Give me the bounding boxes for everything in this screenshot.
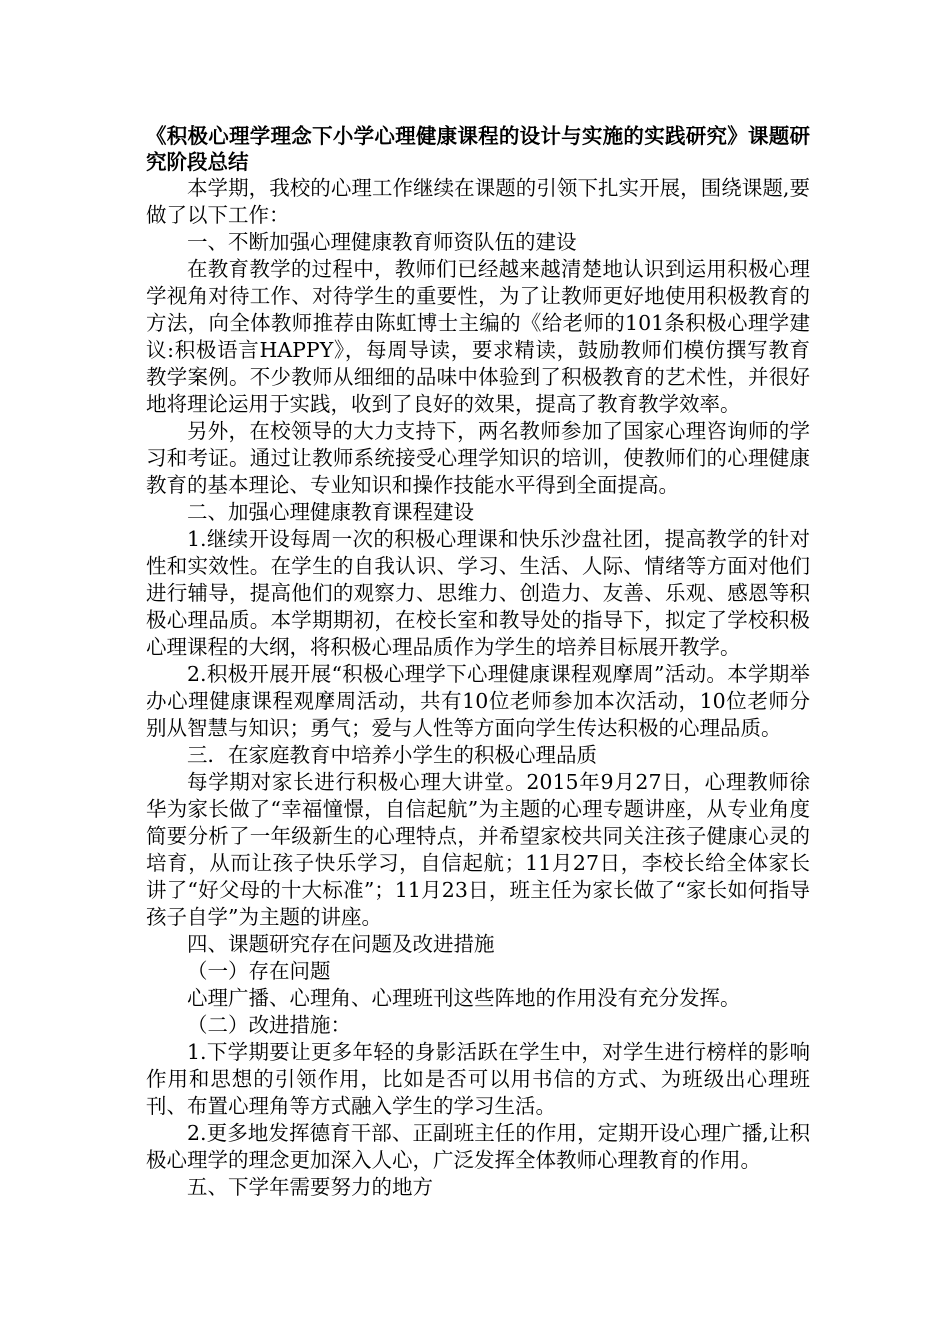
section-heading-4: 四、课题研究存在问题及改进措施 xyxy=(187,932,495,956)
paragraph: 另外，在校领导的大力支持下，两名教师参加了国家心理咨询师的学习和考证。通过让教师系统接受心理学知识的培训，使教师们的心理健康教育的基本理论、专业知识和操作技能水平得到全面提高。 xyxy=(146,419,810,497)
subheading-problems: （一）存在问题 xyxy=(187,959,331,983)
paragraph: 在教育教学的过程中，教师们已经越来越清楚地认识到运用积极心理学视角对待工作、对待学生的重要性，为了让教师更好地使用积极教育的方法，向全体教师推荐由陈虹博士主编的《给老师的101条积极心理学建议:积极语言HAPPY》，每周导读，要求精读，鼓励教师们模仿撰写教育教学案例。不少教师从细细的品味中体验到了积极教育的艺术性，并很好地将理论运用于实践，收到了良好的效果，提高了教育教学效率。 xyxy=(146,257,810,416)
subheading-measures: （二）改进措施： xyxy=(187,1013,351,1037)
section-heading-2: 二、加强心理健康教育课程建设 xyxy=(187,500,474,524)
paragraph: 每学期对家长进行积极心理大讲堂。2015年9月27日，心理教师徐华为家长做了“幸福憧憬，自信起航”为主题的心理专题讲座，从专业角度简要分析了一年级新生的心理特点，并希望家校共同关注孩子健康心灵的培育，从而让孩子快乐学习，自信起航；11月27日，李校长给全体家长讲了“好父母的十大标准”；11月23日，班主任为家长做了“家长如何指导孩子自学”为主题的讲座。 xyxy=(146,770,810,929)
paragraph: 心理广播、心理角、心理班刊这些阵地的作用没有充分发挥。 xyxy=(187,986,741,1010)
paragraph: 1.继续开设每周一次的积极心理课和快乐沙盘社团，提高教学的针对性和实效性。在学生的自我认识、学习、生活、人际、情绪等方面对他们进行辅导，提高他们的观察力、思维力、创造力、友善、乐观、感恩等积极心理品质。本学期期初，在校长室和教导处的指导下，拟定了学校积极心理课程的大纲，将积极心理品质作为学生的培养目标展开教学。 xyxy=(146,527,810,659)
document-page xyxy=(146,124,810,1201)
section-heading-1: 一、不断加强心理健康教育师资队伍的建设 xyxy=(187,230,577,254)
paragraph-intro: 本学期，我校的心理工作继续在课题的引领下扎实开展，围绕课题,要做了以下工作： xyxy=(146,176,810,227)
section-heading-5: 五、下学年需要努力的地方 xyxy=(187,1175,433,1199)
paragraph: 2.更多地发挥德育干部、正副班主任的作用，定期开设心理广播,让积极心理学的理念更加深入人心，广泛发挥全体教师心理教育的作用。 xyxy=(146,1121,810,1172)
section-heading-3: 三．在家庭教育中培养小学生的积极心理品质 xyxy=(187,743,597,767)
document-title: 《积极心理学理念下小学心理健康课程的设计与实施的实践研究》课题研究阶段总结 xyxy=(146,124,810,174)
paragraph: 1.下学期要让更多年轻的身影活跃在学生中，对学生进行榜样的影响作用和思想的引领作用，比如是否可以用书信的方式、为班级出心理班刊、布置心理角等方式融入学生的学习生活。 xyxy=(146,1040,810,1118)
paragraph: 2.积极开展开展“积极心理学下心理健康课程观摩周”活动。本学期举办心理健康课程观摩周活动，共有10位老师参加本次活动，10位老师分别从智慧与知识；勇气；爱与人性等方面向学生传达积极的心理品质。 xyxy=(146,662,810,740)
